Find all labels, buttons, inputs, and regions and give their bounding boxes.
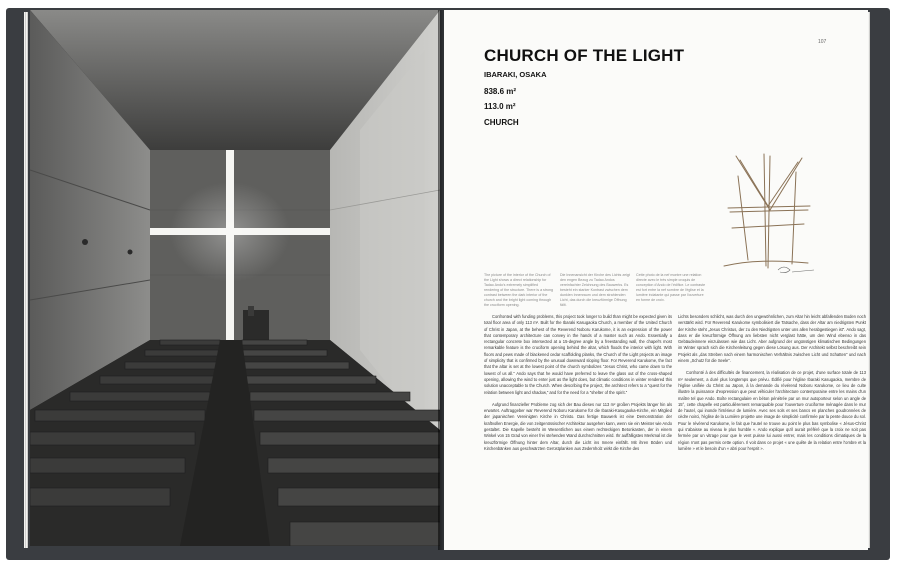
body-paragraph-german-end: Lichts besonders schlicht, was durch den ungewöhnlichen, zum Altar hin leicht abfallenden Boden noch verstärkt wird. Für Reverend Karukome symbolisiert die Tatsache, dass der Altar am niedrigsten Punkt der Kirche steht „Jesus Christus, der zu den Niedrigsten unter uns allen herabgestiegen ist". Ando sagt, dass er die kreuzförmige Öffnung am liebsten nicht verglast hätte, um den Wind ebenso in das Gebäudeinnere einzulassen wie das Licht. Aber aufgrund der ungünstigen klimatischen Bedingungen im Winter sprach sich die Kirchenleitung gegen diese Lösung aus. Der Architekt selbst beschreibt sein Projekt als „das Streben nach einem harmonischen Verhältnis zwischen Licht und Schatten" und nach einem „Schutz für die Seele".: [678, 314, 866, 364]
cross-sketch: [718, 148, 818, 278]
project-type: CHURCH: [484, 118, 519, 127]
page-number: 107: [818, 39, 827, 45]
site-area: 838.6 m²: [484, 87, 517, 96]
body-paragraph-french: Confronté à des difficultés de financement, la réalisation de ce projet, d'une surface totale de 113 m² seulement, a duré plus longtemps que prévu. Édifié pour l'église Ibaraki Kasugaoka, membre de l'église unifiée du Christ au Japon, à la demande du révérend Noboru Karukome, ce lieu de culte illustre la puissance d'expression que peut véhiculer l'architecture contemporaine entre les mains d'un maître tel que Ando. Boîte rectangulaire en béton pénétrée par un mur autoporteur selon un angle de 15°, cette chapelle est particulièrement remarquable pour l'ouverture cruciforme ménagée dans le mur de l'autel, qui inonde l'intérieur de lumière. Avec ses sols et ses bancs en planches goudronnées de cèdre noirci, l'église de la Lumière projette une image de simplicité confirmée par la pente douce du sol. Pour le révérend Karukome, le fait que l'autel se trouve au point le plus bas symbolise « Jésus-Christ qui s'abaisse au niveau le plus humble ». Ando explique qu'il aurait préféré que la croix ne soit pas fermée par un vitrage pour que le vent puisse lui aussi entrer, mais les conditions climatiques de la région n'ont pas permis cette option. Il voit dans ce projet « une quête de la relation entre l'ombre et la lumière » et le besoin d'un « abri pour l'esprit ».: [678, 370, 866, 451]
caption-german: Die Innenansicht der Kirche des Lichts zeigt den engen Bezug zu Tadao Andos vereinfachter Zeichnung des Bauwerks. Es besteht ein starker Kontrast zwischen dem dunklen Innenraum und dem strahlenden Licht, das durch die kreuzförmige Öffnung fällt.: [560, 273, 630, 307]
project-location: IBARAKI, OSAKA: [484, 70, 547, 79]
body-column-left: [484, 314, 672, 452]
body-paragraph-german-start: Aufgrund finanzieller Probleme zog sich der Bau dieses nur 113 m² großen Projekts länger hin als erwartet. Auftraggeber war Reverend Noboru Karukome für die Ibaraki-Kasugaoka-Kirche, ein Mitglied der japanischen Vereinigten Kirche in Christo. Das fertige Bauwerk ist eine Demonstration der kraftvollen Energie, die von zeitgenössischer Architektur ausgehen kann, wenn sie ein Meister wie Ando gestaltet. Die Kapelle besteht im Wesentlichen aus einem rechteckigen Betonkasten, der in einem Winkel von 15 Grad von einer frei stehenden Wand durchschnitten wird. Ihr auffälligstes Merkmal ist die kreuzförmige Öffnung hinter dem Altar, durch die Licht ins Innere einfällt. Mit ihren Böden und Kirchenbänken aus geschwärzten Gerüstplanken aus Zedernholz wirkt die Kirche des: [484, 401, 672, 451]
church-interior-illustration: [30, 10, 440, 546]
body-column-right: [678, 314, 866, 452]
body-paragraph-english: Confronted with funding problems, this project took longer to build than might be expected given its total floor area of only 113 m². Built for the Ibaraki Kasugaoka Church, a member of the United Church of Christ in Japan, at the behest of the Reverend Noboru Karukome, it is an expression of the power that contemporary architecture can convey in the hands of a master such as Ando. Essentially a rectangular concrete box intersected at a 15-degree angle by a freestanding wall, the chapel's most remarkable feature is the cruciform opening behind the altar, which floods the interior with light. With floors and pews made of blackened cedar scaffolding planks, the Church of the Light projects an image of simplicity that is confirmed by the unusual downward sloping floor. For Reverend Karukome, the fact that the altar is set at the lowest point of the church symbolizes "Jesus Christ, who came down to the lowest of us all." Ando says that he would have preferred to leave the glass out of the cross-shaped opening, allowing the wind to enter just as the light does, but climatic conditions in winter rendered this solution unacceptable to the Church. When describing the project, the architect refers to a "quest for the relation between light and shadow," and for the need for a "shelter of the spirit.": [484, 314, 672, 395]
caption-french: Cette photo de la nef montre une relation directe avec le très simple croquis de conception d'Ando de l'édifice. Le contraste est fort entre la nef sombre de l'église et la lumière éclatante qui passe par l'ouverture en forme de croix.: [636, 273, 706, 302]
left-page-edges: [24, 12, 28, 548]
church-interior-photo: [30, 10, 440, 546]
project-title: CHURCH OF THE LIGHT: [484, 46, 685, 65]
floor-area: 113.0 m²: [484, 102, 516, 111]
caption-english: The picture of the interior of the Church of the Light shows a direct relationship for Tadao Ando's extremely simplified rendering of the structure. There is a strong contrast between the dark interior of the church and the bright light coming through the cruciform opening.: [484, 273, 554, 307]
